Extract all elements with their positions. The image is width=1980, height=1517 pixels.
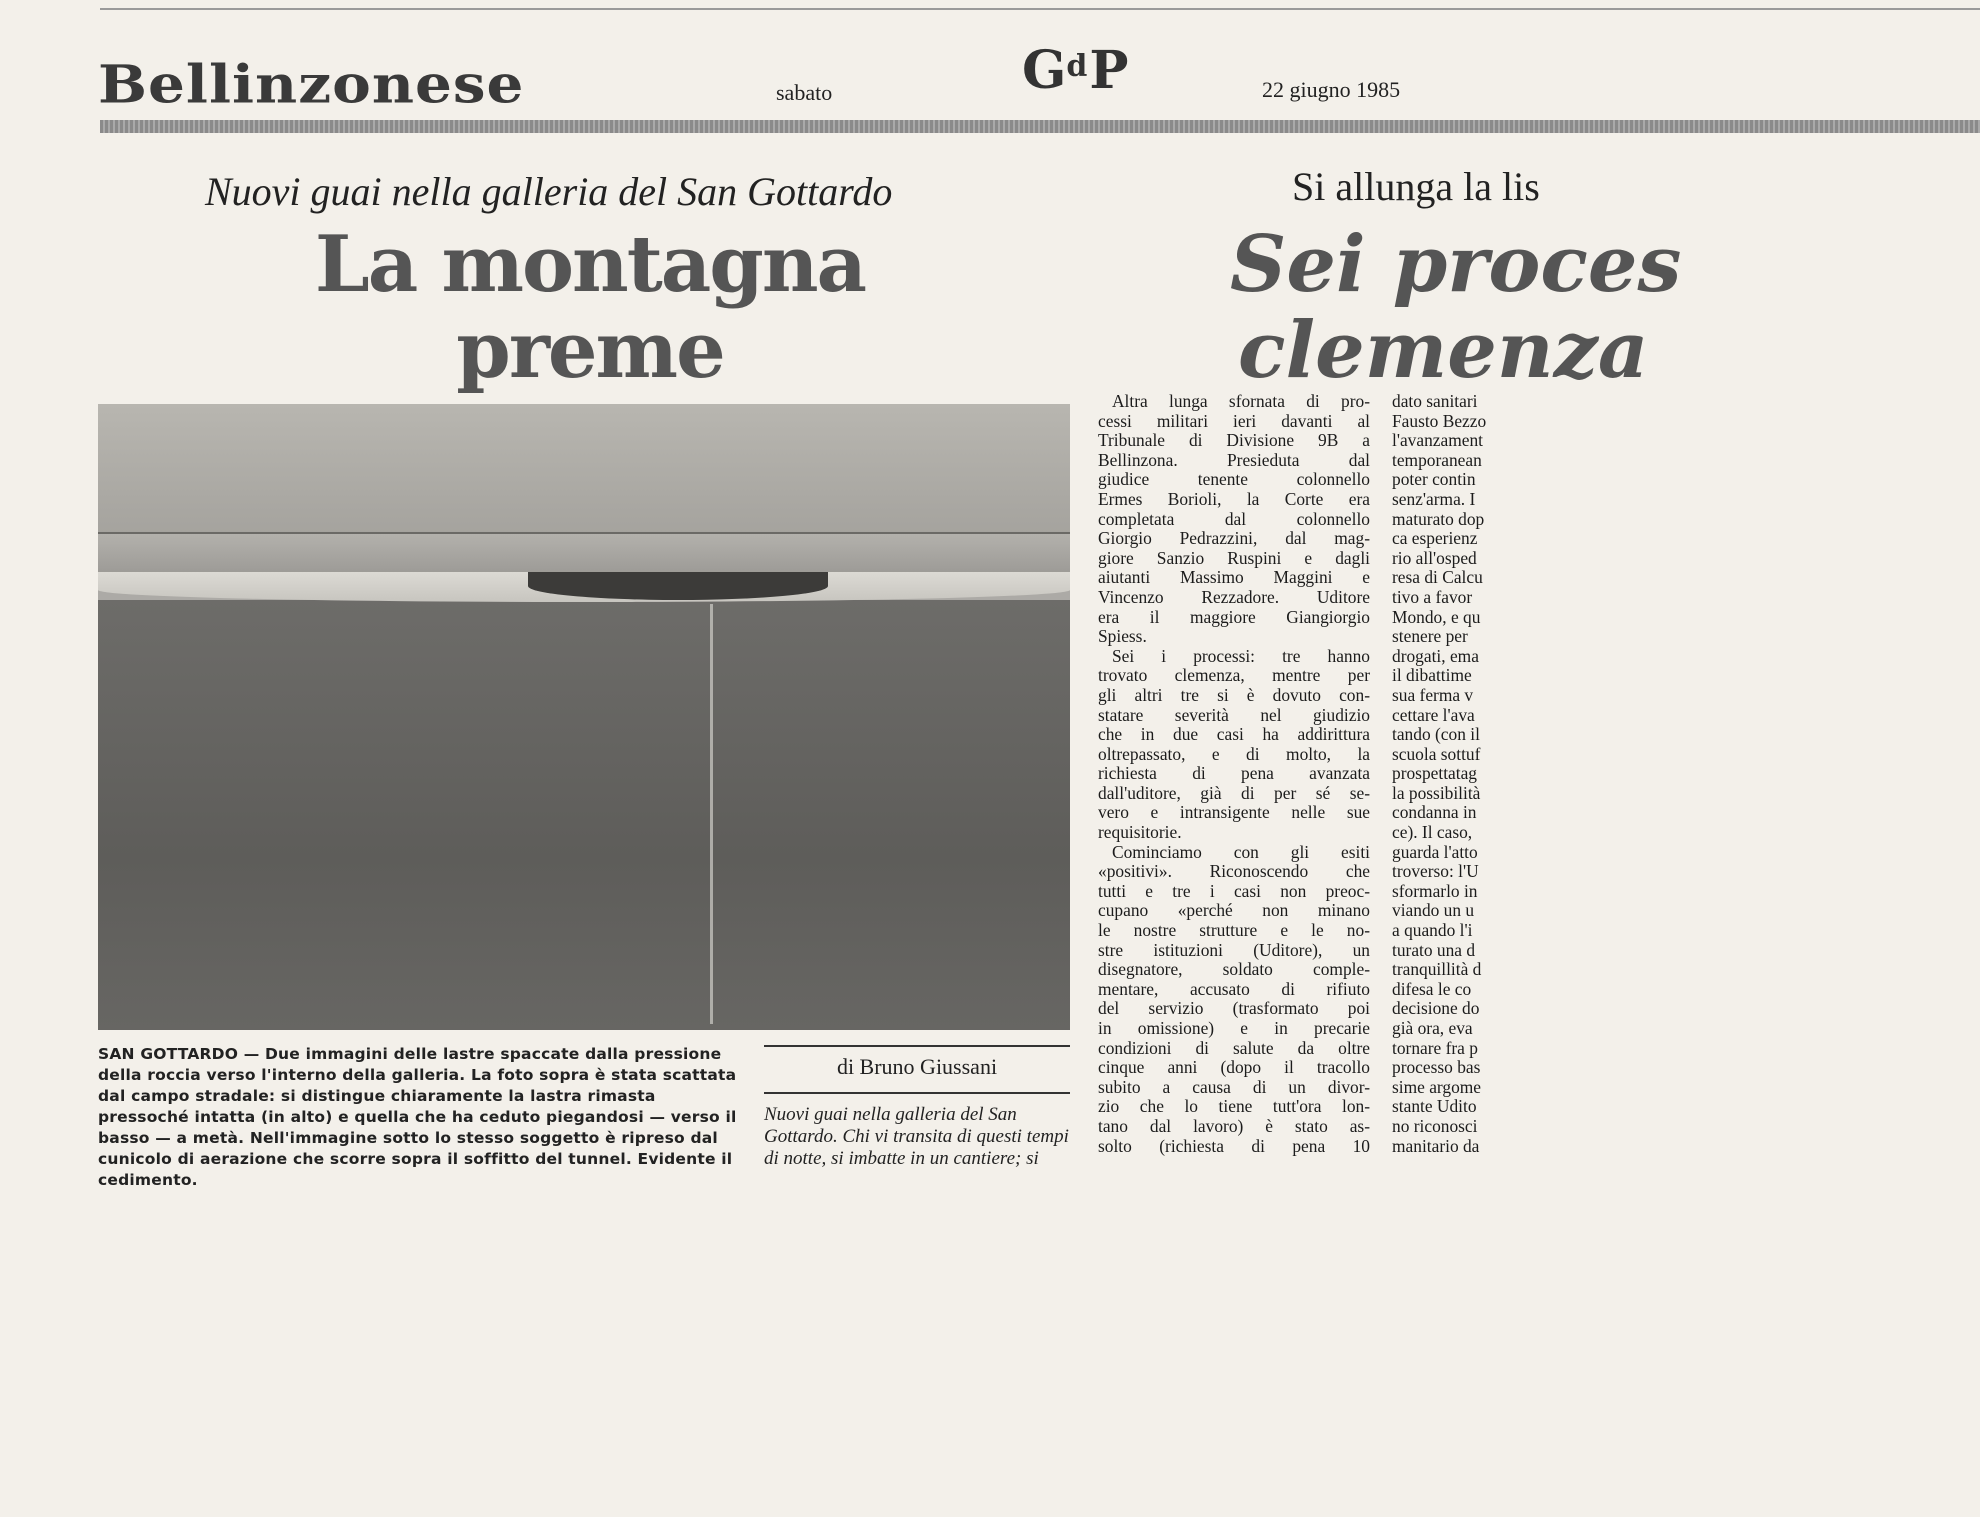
- column-1-line: Spiess.: [1098, 627, 1147, 647]
- column-2-line: l'avanzament: [1392, 431, 1484, 451]
- byline-rule-bottom: [764, 1092, 1070, 1094]
- column-2-line: Mondo, e qu: [1392, 607, 1481, 627]
- column-2-line: prospettatag: [1392, 764, 1477, 784]
- right-article-column-1: [1098, 392, 1370, 1156]
- column-1-line: disegnatore, soldato comple-: [1098, 960, 1370, 980]
- column-2-line: maturato dop: [1392, 509, 1485, 529]
- column-2-line: ca esperienz: [1392, 529, 1478, 549]
- article-kicker: Nuovi guai nella galleria del San Gottardo: [205, 169, 893, 214]
- column-2-line: cettare l'ava: [1392, 705, 1475, 725]
- column-2-line: poter contin: [1392, 470, 1476, 490]
- column-1-line: condizioni di salute da oltre: [1098, 1038, 1370, 1058]
- column-1-line: Vincenzo Rezzadore. Uditore: [1098, 587, 1370, 607]
- column-2-line: tranquillità d: [1392, 960, 1482, 980]
- column-1-line: cupano «perché non minano: [1098, 901, 1370, 921]
- column-2-line: difesa le co: [1392, 979, 1472, 999]
- column-1-line: zio che lo tiene tutt'ora lon-: [1098, 1097, 1370, 1117]
- column-1-line: Tribunale di Divisione 9B a: [1098, 431, 1370, 451]
- column-2-line: dato sanitari: [1392, 392, 1478, 411]
- right-headline-line-1: Sei proces: [1230, 222, 1682, 310]
- column-1-line: completata dal colonnello: [1098, 509, 1370, 529]
- photo-crack-gap: [528, 572, 828, 600]
- column-2-line: sformarlo in: [1392, 881, 1478, 901]
- column-2-line: rio all'osped: [1392, 548, 1477, 568]
- column-2-line: processo bas: [1392, 1058, 1481, 1078]
- right-article-kicker: Si allunga la lis: [1292, 164, 1540, 209]
- top-rule: [100, 8, 1980, 10]
- column-1-line: Sei i processi: tre hanno: [1112, 646, 1370, 666]
- headline-line-1: La montagna preme: [314, 219, 866, 396]
- photo-vertical-crack: [710, 604, 713, 1024]
- column-1-line: vero e intransigente nelle sue: [1098, 803, 1370, 823]
- column-1-line: solto (richiesta di pena 10: [1098, 1136, 1370, 1156]
- column-1-line: giudice tenente colonnello: [1098, 470, 1370, 490]
- photo-ceiling: [98, 404, 1070, 534]
- column-1-line: Giorgio Pedrazzini, dal mag-: [1098, 529, 1370, 549]
- masthead-day: sabato: [776, 80, 833, 105]
- article-intro: Nuovi guai nella galleria del San Gottardo. Chi vi transita di questi tempi di notte, si imbatte in un cantiere; si: [764, 1104, 1069, 1169]
- column-2-line: condanna in: [1392, 803, 1477, 823]
- column-1-line: gli altri tre si è dovuto con-: [1098, 685, 1370, 705]
- column-2-line: tornare fra p: [1392, 1038, 1478, 1058]
- masthead-date: 22 giugno 1985: [1262, 77, 1401, 102]
- column-2-line: sime argome: [1392, 1077, 1482, 1097]
- column-1-line: in omissione) e in precarie: [1098, 1019, 1370, 1038]
- column-1-line: mentare, accusato di rifiuto: [1098, 979, 1370, 999]
- column-1-line: trovato clemenza, mentre per: [1098, 666, 1370, 686]
- right-article-column-2: [1392, 392, 1980, 1156]
- column-2-line: turato una d: [1392, 940, 1476, 960]
- column-1-line: Altra lunga sfornata di pro-: [1112, 392, 1370, 411]
- column-1-line: tano dal lavoro) è stato as-: [1098, 1116, 1370, 1136]
- column-2-line: no riconosci: [1392, 1116, 1478, 1136]
- column-2-line: a quando l'i: [1392, 921, 1473, 941]
- right-headline-line-2: clemenza: [1238, 305, 1649, 394]
- column-1-line: era il maggiore Giangiorgio: [1098, 607, 1370, 627]
- column-2-line: Fausto Bezzo: [1392, 411, 1487, 431]
- column-1-line: «positivi». Riconoscendo che: [1098, 862, 1370, 882]
- column-2-line: sua ferma v: [1392, 685, 1474, 705]
- column-2-line: troverso: l'U: [1392, 862, 1479, 882]
- byline: di Bruno Giussani: [836, 1054, 998, 1079]
- column-2-line: viando un u: [1392, 901, 1475, 921]
- column-1-line: subito a causa di un divor-: [1098, 1077, 1370, 1097]
- photo-beam: [98, 532, 1070, 576]
- column-1-line: statare severità nel giudizio: [1098, 705, 1370, 725]
- column-2-line: drogati, ema: [1392, 646, 1479, 666]
- column-1-line: che in due casi ha addirittura: [1098, 725, 1370, 745]
- column-1-line: Ermes Borioli, la Corte era: [1098, 489, 1370, 509]
- column-1-line: Bellinzona. Presieduta dal: [1098, 450, 1370, 470]
- column-1-line: requisitorie.: [1098, 823, 1182, 843]
- right-article-headline: [1230, 222, 1980, 394]
- column-1-line: del servizio (trasformato poi: [1098, 999, 1370, 1019]
- column-1-line: dall'uditore, già di per sé se-: [1098, 783, 1370, 803]
- column-1-line: stre istituzioni (Uditore), un: [1098, 940, 1370, 960]
- section-title: Bellinzonese: [98, 54, 525, 116]
- column-2-line: già ora, eva: [1392, 1019, 1473, 1038]
- column-2-line: guarda l'atto: [1392, 842, 1478, 862]
- photo-wall: [98, 600, 1070, 1030]
- column-1-line: cessi militari ieri davanti al: [1098, 411, 1370, 431]
- column-1-line: richiesta di pena avanzata: [1098, 764, 1370, 784]
- column-1-line: tutti e tre i casi non preoc-: [1098, 881, 1370, 901]
- column-1-line: cinque anni (dopo il tracollo: [1098, 1058, 1370, 1078]
- byline-rule-top: [764, 1045, 1070, 1047]
- column-1-line: oltrepassato, e di molto, la: [1098, 744, 1370, 764]
- column-1-line: giore Sanzio Ruspini e dagli: [1098, 548, 1370, 568]
- tunnel-photo: [98, 404, 1070, 1030]
- newspaper-logo: $G^dP$: [1022, 40, 1127, 101]
- column-2-line: tivo a favor: [1392, 587, 1473, 607]
- column-2-line: ce). Il caso,: [1392, 823, 1473, 843]
- column-2-line: senz'arma. I: [1392, 489, 1476, 509]
- photo-caption: SAN GOTTARDO — Due immagini delle lastre spaccate dalla pressione della roccia verso l'interno della galleria. La foto sopra è stata scattata dal campo stradale: si distingue chiaramente la lastra rimasta pressoché intatta (in alto) e quella che ha ceduto piegandosi — verso il basso — a metà. Nell'immagine sotto lo stesso soggetto è ripreso dal cunicolo di aerazione che scorre sopra il soffitto del tunnel. Evidente il cedimento.: [98, 1045, 737, 1189]
- column-2-line: scuola sottuf: [1392, 744, 1481, 764]
- column-2-line: il dibattime: [1392, 666, 1472, 686]
- column-2-line: stante Udito: [1392, 1097, 1477, 1117]
- column-2-line: decisione do: [1392, 999, 1480, 1019]
- masthead-rule: [100, 120, 1980, 133]
- column-1-line: aiutanti Massimo Maggini e: [1098, 568, 1370, 588]
- column-1-line: Cominciamo con gli esiti: [1112, 842, 1370, 862]
- column-2-line: tando (con il: [1392, 725, 1480, 745]
- column-1-line: le nostre strutture e le no-: [1098, 921, 1370, 941]
- column-2-line: la possibilità: [1392, 783, 1481, 803]
- column-2-line: resa di Calcu: [1392, 568, 1483, 588]
- column-2-line: manitario da: [1392, 1136, 1480, 1156]
- column-2-line: stenere per: [1392, 627, 1468, 647]
- column-2-line: temporanean: [1392, 450, 1482, 470]
